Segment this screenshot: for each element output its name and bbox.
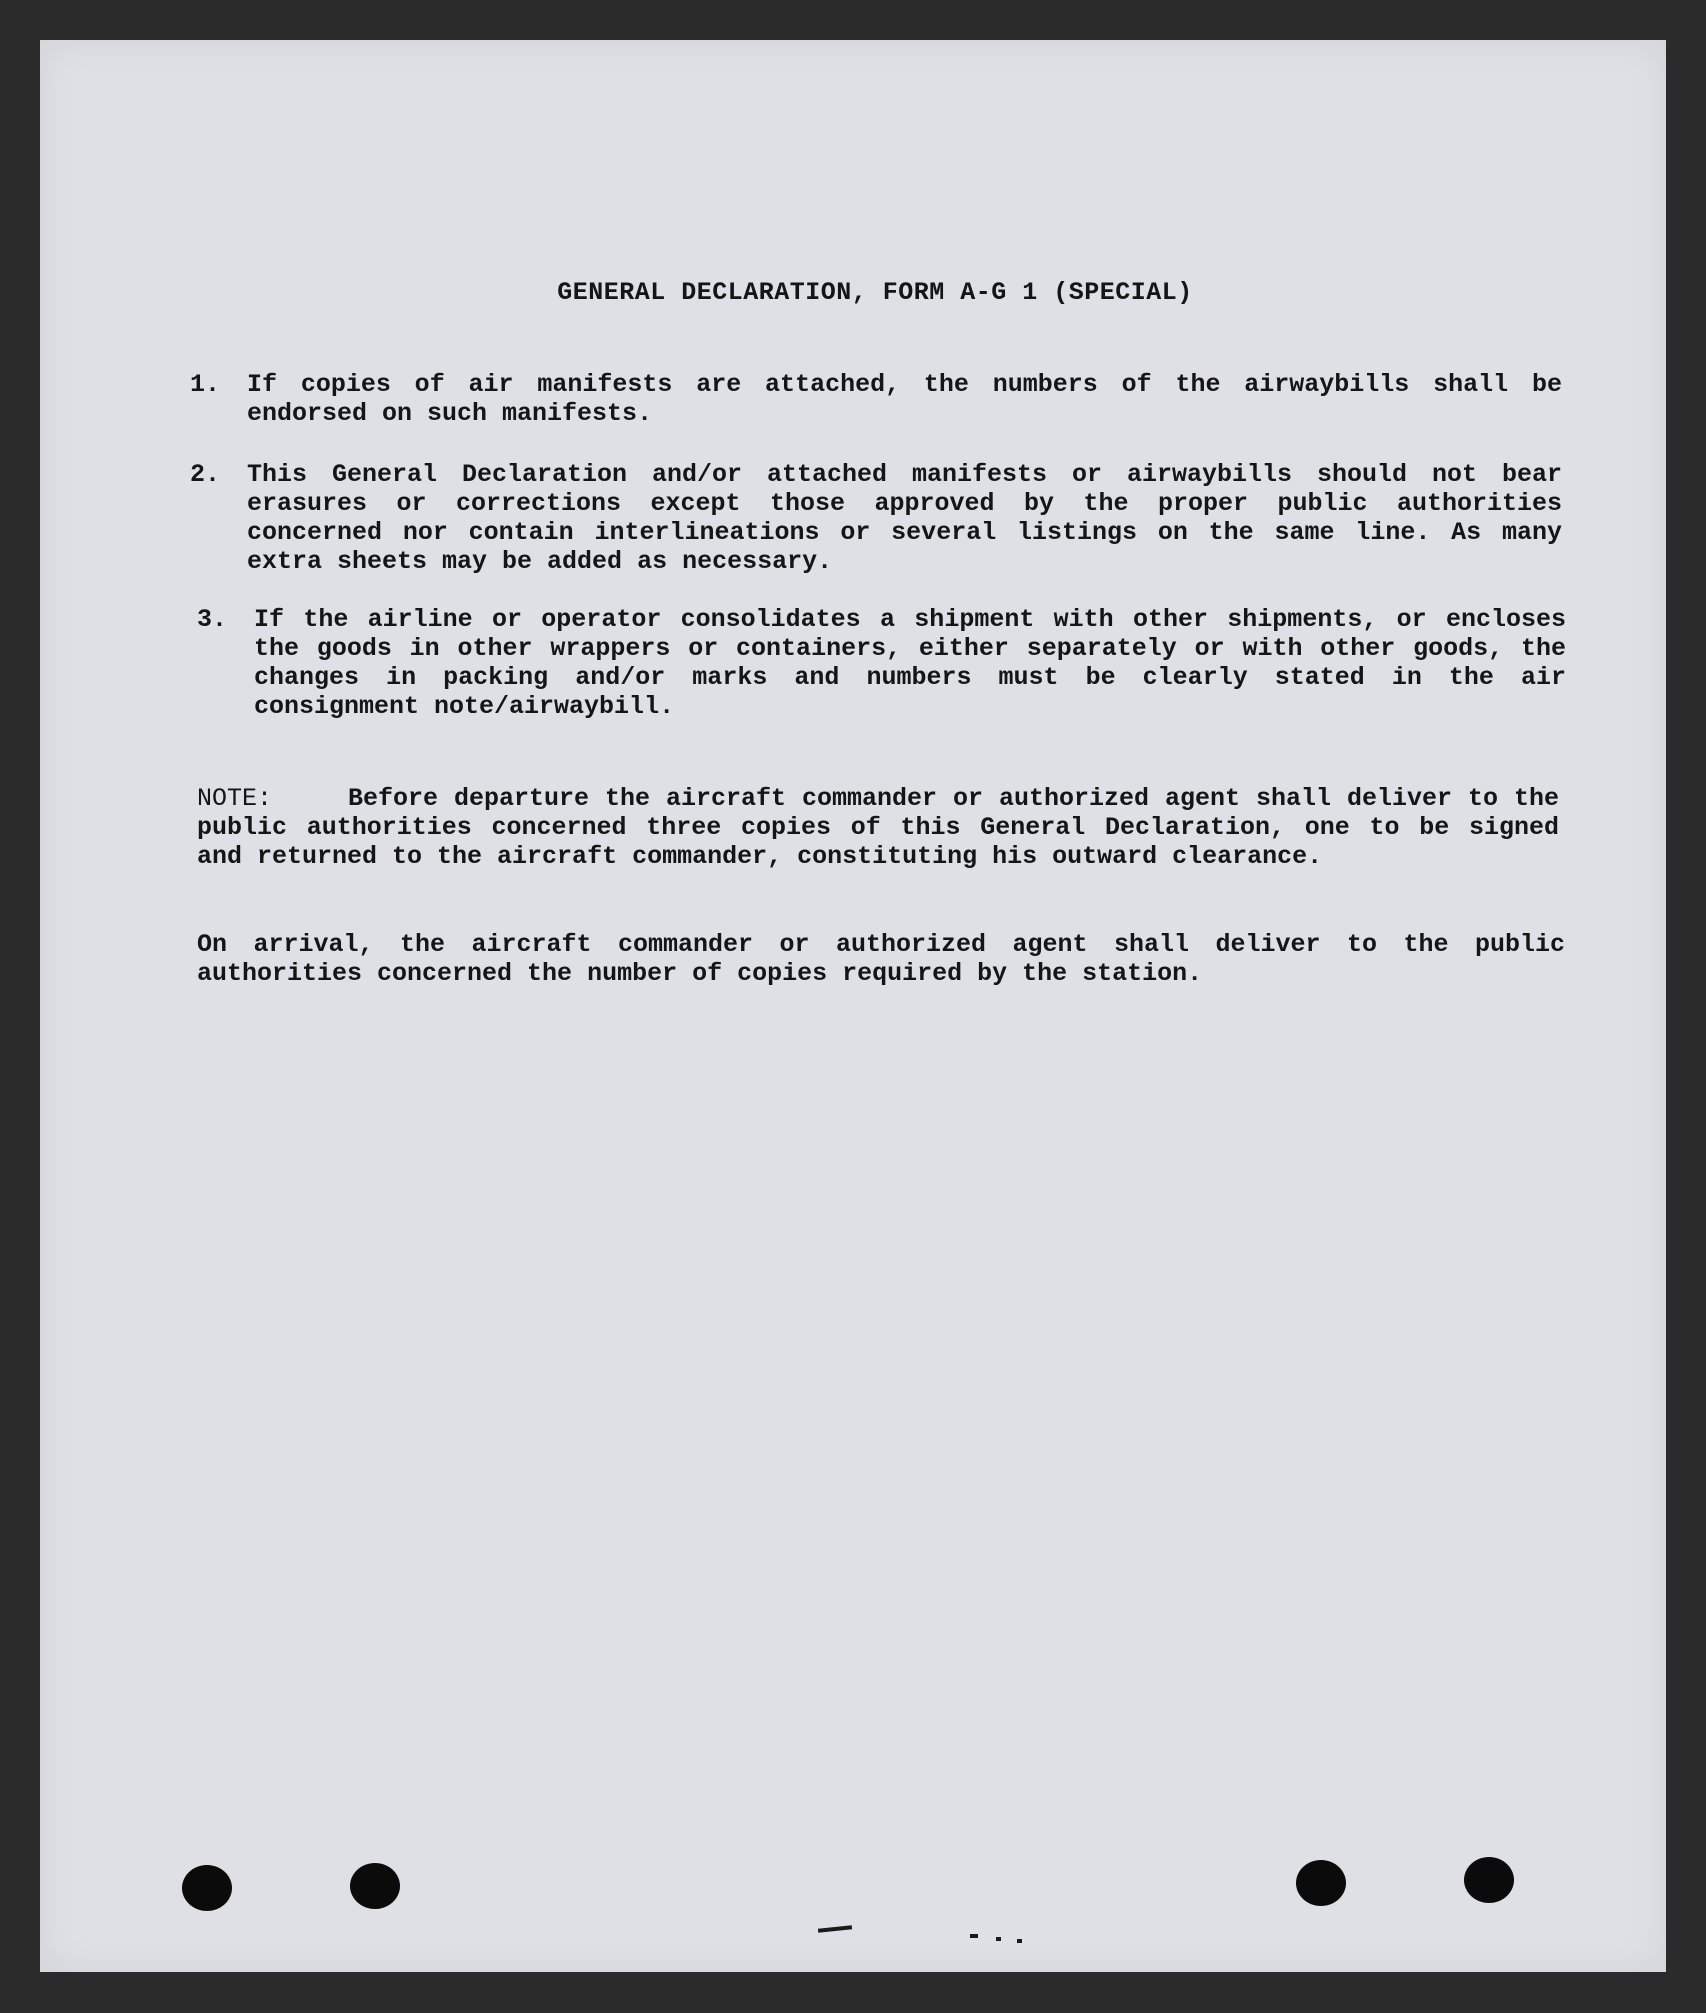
item-number: 2. [190,460,221,489]
item-text: This General Declaration and/or attached manifests or airwaybills should not bear erasures or corrections except those approved by the proper public authorities concerned nor contain interlineations or several listings on the same line. As many extra sheets may be added as necessary. [247,460,1562,576]
note-text: Before departure the aircraft commander or authorized agent shall deliver to the public authorities concerned three copies of this General Declaration, one to be signed and returned to the aircraft commander, constituting his outward clearance. [197,784,1559,871]
note-label: NOTE: [197,784,273,813]
punch-hole [1464,1857,1514,1903]
item-number: 3. [197,605,228,634]
ink-mark [996,1937,1001,1941]
document-title: GENERAL DECLARATION, FORM A-G 1 (SPECIAL) [557,278,1193,307]
ink-mark [970,1934,978,1938]
ink-mark [818,1925,852,1933]
ink-mark [1017,1939,1022,1943]
punch-hole [1296,1860,1346,1906]
punch-hole [350,1863,400,1909]
punch-hole [182,1865,232,1911]
document-page [40,40,1666,1972]
item-number: 1. [190,370,221,399]
departure-note [197,784,1559,871]
item-text: If copies of air manifests are attached, the numbers of the airwaybills shall be endorsed on such manifests. [247,370,1562,428]
item-text: If the airline or operator consolidates a shipment with other shipments, or encloses the goods in other wrappers or containers, either separately or with other goods, the changes in packing and/or marks and numbers must be clearly stated in the air consignment note/airwaybill. [254,605,1566,721]
arrival-note: On arrival, the aircraft commander or authorized agent shall deliver to the public authorities concerned the number of copies required by the station. [197,930,1565,988]
